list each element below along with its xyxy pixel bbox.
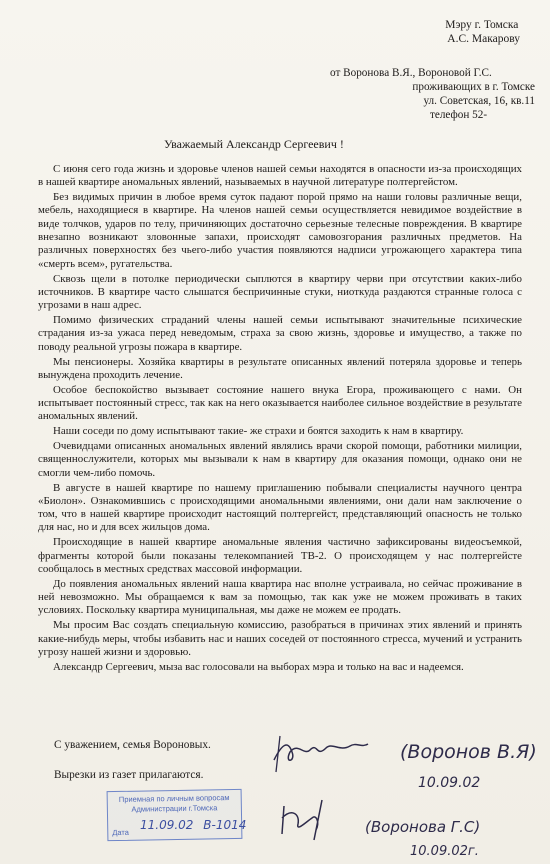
closing-line: С уважением, семья Вороновых. xyxy=(54,739,211,751)
sender-address: ул. Советская, 16, кв.11 xyxy=(423,95,535,107)
paragraph: Без видимых причин в любое время суток падают порой прямо на наши головы различные вещи, мебель, находящиеся в квартире. На членов нашей семьи осуществляется невидимое воздействие в виде толчков, ударов по телу, причиняющих достаточно серьезные телесные повреждения. В квартире внезапно возникают зловонные запахи, происходят самовозгорания различных предметов. На различных поверхностях без чьего-либо участия появляются надписи угрожающего характера типа «смерть всем», ругательства. xyxy=(38,191,522,270)
sender-residence: проживающих в г. Томске xyxy=(412,81,535,93)
paragraph: Очевидцами описанных аномальных явлений являлись врачи скорой помощи, работники милиции, священнослужители, которых мы вызывали к нам в квартиру для оказания помощи, однако они не смогли чем-либо помочь. xyxy=(38,440,522,479)
paragraph: В августе в нашей квартире по нашему приглашению побывали специалисты научного центра «Биолон». Ознакомившись с происходящими аномальными явлениями, они дали нам заключение о том, что в нашей квартире происходит настоящий полтергейст, представляющий опасность не только для нас, но и для всех жильцов дома. xyxy=(38,481,522,534)
paragraph: Сквозь щели в потолке периодически сыплются в квартиру черви при отсутствии каких-либо источников. В квартире часто слышатся беспричинные стуки, ниоткуда раздаются странные голоса с угрозами в наш адрес. xyxy=(38,272,522,312)
paragraph: Особое беспокойство вызывает состояние нашего внука Егора, проживающего с нами. Он испытывает постоянный стресс, так как на него оказывается наиболее сильное воздействие в результате аномальных явлений. xyxy=(38,383,522,423)
salutation: Уважаемый Александр Сергеевич ! xyxy=(164,137,344,151)
sender-phone: телефон 52- xyxy=(430,109,488,121)
sender-block xyxy=(330,66,535,122)
handwritten-signatures xyxy=(270,722,540,862)
paragraph: Помимо физических страданий члены нашей семьи испытывают значительные психические страдания из-за ужаса перед неведомым, страха за свою жизнь, здоровье и имущество, а также по поводу реальной угрозы пожара в квартире. xyxy=(38,314,522,353)
paragraph: Александр Сергеевич, мыза вас голосовали на выборах мэра и только на вас и надеемся. xyxy=(53,660,464,673)
paragraph: До появления аномальных явлений наша квартира нас вполне устраивала, но сейчас проживание в ней невозможно. Мы обращаемся к вам за помощью, так как уже не можем проживать в таких условиях. Поскольку квартира муниципальная, мы даже не можем ее продать. xyxy=(38,577,522,617)
letter-body xyxy=(38,163,522,676)
signature-scribble-2 xyxy=(282,800,322,840)
handwritten-date-1: 10.09.02 xyxy=(418,775,481,791)
stamp-handwritten-entry xyxy=(140,818,246,832)
paragraph: Мы пенсионеры. Хозяйка квартиры в результате описанных явлений потеряла здоровье и теперь вынуждена проходить лечение. xyxy=(38,355,522,381)
paragraph: С июня сего года жизнь и здоровье членов нашей семьи находятся в опасности из-за происходящих в нашей квартире аномальных явлений, называемых в научной литературе полтергейстом. xyxy=(38,163,522,189)
addressee-name: А.С. Макарову xyxy=(447,33,520,45)
enclosure-note: Вырезки из газет прилагаются. xyxy=(54,769,204,781)
handwritten-date-2: 10.09.02г. xyxy=(410,844,479,859)
stamp-administration: Администрации г.Томска xyxy=(131,802,218,814)
sender-names: от Вороновa В.Я., Вороновой Г.С. xyxy=(330,67,492,79)
signature-scribble-1 xyxy=(274,744,368,760)
registration-stamp xyxy=(107,789,243,841)
paragraph: Мы просим Вас создать специальную комиссию, разобраться в причинах этих явлений и принять какие-нибудь меры, чтобы избавить нас и наших соседей от постоянного стресса, мучений и устранить угрозу нашей жизни и здоровью. xyxy=(38,619,522,658)
paragraph: Наши соседи по дому испытывают такие- же страхи и боятся заходить к нам в квартиру. xyxy=(53,425,464,438)
stamp-office: Приемная по личным вопросам xyxy=(118,793,230,804)
addressee-block xyxy=(445,18,520,46)
stamp-date-value: 11.09.02 xyxy=(140,818,194,832)
stamp-date-label: Дата xyxy=(112,827,129,837)
handwritten-name-1: (Воронов В.Я) xyxy=(400,741,537,763)
handwritten-name-2: (Воронова Г.С) xyxy=(365,818,481,836)
stamp-number: В-1014 xyxy=(203,818,247,832)
paragraph: Происходящие в нашей квартире аномальные явления частично зафиксированы видеосъемкой, фрагменты которой были показаны телекомпанией ТВ-2. О происходящем у нас полтергейсте сообщалось в местных средствах массовой информации. xyxy=(38,536,522,575)
addressee-title: Мэру г. Томска xyxy=(445,19,519,31)
